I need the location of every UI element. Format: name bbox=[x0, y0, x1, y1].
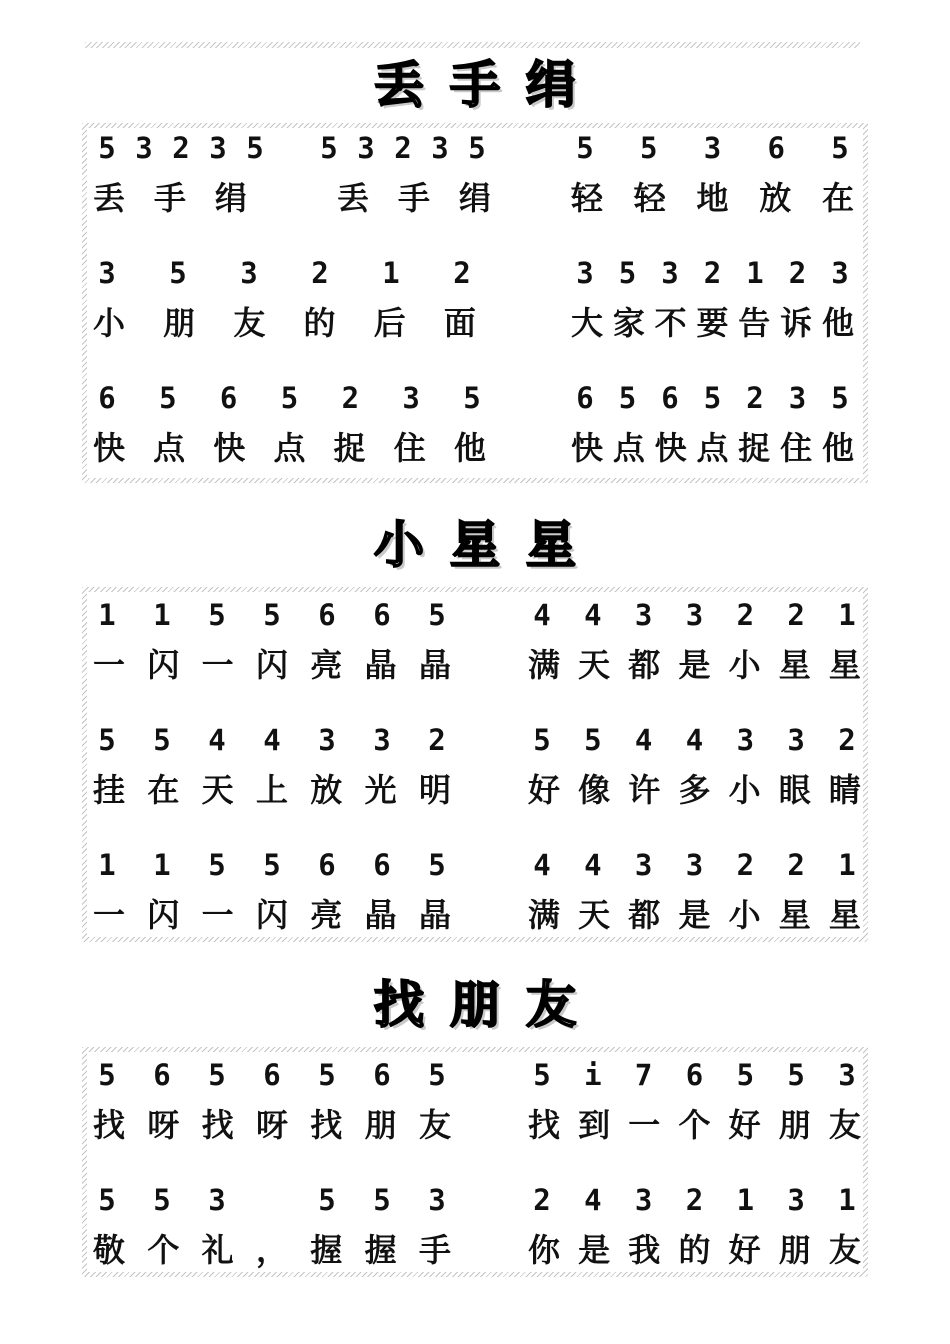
note: 1 bbox=[838, 598, 856, 632]
lyric-char: 放 bbox=[759, 179, 792, 217]
lyric-char: 好 bbox=[728, 1106, 761, 1144]
note: 3 bbox=[208, 1183, 226, 1217]
lyric-char: 星 bbox=[828, 896, 861, 934]
note-line bbox=[527, 845, 862, 885]
note: 3 bbox=[634, 1183, 653, 1217]
note: 6 bbox=[98, 381, 116, 415]
song-title: 找朋友 bbox=[374, 976, 602, 1034]
lyric-char: 要 bbox=[696, 304, 729, 342]
note: 5 bbox=[208, 598, 226, 632]
lyric-char: 眼 bbox=[778, 771, 811, 809]
lyric-char: 快 bbox=[570, 429, 603, 467]
note: 4 bbox=[208, 723, 226, 757]
lyric-char: ， bbox=[255, 1231, 288, 1269]
note: 2 bbox=[787, 598, 805, 632]
lyric-char: 告 bbox=[738, 304, 771, 342]
lyric-char: 一 bbox=[92, 896, 125, 934]
lyric-char: 星 bbox=[778, 646, 811, 684]
note: 5 bbox=[263, 598, 281, 632]
lyric-char: 一 bbox=[92, 646, 125, 684]
lyric-char: 好 bbox=[728, 1231, 761, 1269]
note: 1 bbox=[838, 1183, 856, 1217]
lyric-line bbox=[92, 764, 452, 812]
note: 5 bbox=[468, 131, 486, 165]
note: 6 bbox=[373, 1058, 391, 1092]
note: 5 bbox=[246, 131, 264, 165]
note: 1 bbox=[736, 1183, 755, 1217]
lyric-char: 面 bbox=[443, 304, 476, 342]
note bbox=[277, 131, 307, 165]
note-line bbox=[92, 845, 452, 885]
note: 5 bbox=[428, 598, 446, 632]
lyric-char: 多 bbox=[678, 771, 711, 809]
note: 2 bbox=[703, 256, 722, 290]
lyric-char: 捉 bbox=[333, 429, 366, 467]
note: 4 bbox=[533, 598, 551, 632]
note: 6 bbox=[576, 381, 594, 415]
phrase-left bbox=[92, 1055, 452, 1147]
note: 5 bbox=[618, 381, 637, 415]
note: 5 bbox=[169, 256, 187, 290]
note: 5 bbox=[736, 1058, 755, 1092]
note-line bbox=[527, 720, 862, 760]
lyric-char: 不 bbox=[654, 304, 687, 342]
note: 1 bbox=[98, 848, 116, 882]
note: 3 bbox=[576, 256, 594, 290]
note: 3 bbox=[838, 1058, 856, 1092]
lyric-char: 友 bbox=[828, 1106, 861, 1144]
note: 4 bbox=[584, 1183, 602, 1217]
lyric-line bbox=[527, 1099, 862, 1147]
note-line bbox=[570, 128, 855, 168]
lyric-char: 放 bbox=[310, 771, 343, 809]
lyric-char: 住 bbox=[393, 429, 426, 467]
lyric-char: 一 bbox=[628, 1106, 661, 1144]
note: 3 bbox=[788, 381, 807, 415]
note: 3 bbox=[685, 598, 704, 632]
score-row bbox=[82, 595, 868, 695]
note: 5 bbox=[318, 1058, 336, 1092]
note: 3 bbox=[318, 723, 336, 757]
note: 3 bbox=[373, 723, 391, 757]
lyric-char: 好 bbox=[527, 771, 560, 809]
lyric-char: 都 bbox=[628, 646, 661, 684]
lyric-char: 许 bbox=[628, 771, 661, 809]
note: 3 bbox=[787, 1183, 805, 1217]
lyric-char: 敬 bbox=[92, 1231, 125, 1269]
note: 3 bbox=[209, 131, 227, 165]
note: 2 bbox=[311, 256, 329, 290]
note: 2 bbox=[788, 256, 807, 290]
note: 3 bbox=[431, 131, 449, 165]
note: 1 bbox=[746, 256, 764, 290]
lyric-char: 丢 bbox=[336, 179, 369, 217]
lyric-char: 光 bbox=[364, 771, 397, 809]
note: 6 bbox=[219, 381, 238, 415]
note bbox=[257, 1183, 287, 1217]
note: 5 bbox=[831, 131, 849, 165]
phrase-left bbox=[92, 1180, 452, 1272]
note: 6 bbox=[767, 131, 785, 165]
lyric-char: 点 bbox=[612, 429, 645, 467]
lyric-char: 呀 bbox=[147, 1106, 180, 1144]
note: i bbox=[584, 1058, 602, 1092]
note: 2 bbox=[453, 256, 471, 290]
lyric-char: 绢 bbox=[214, 179, 247, 217]
lyric-char: 闪 bbox=[147, 646, 180, 684]
lyric-char: 在 bbox=[821, 179, 854, 217]
lyric-char: 快 bbox=[654, 429, 687, 467]
lyric-char: 手 bbox=[418, 1231, 451, 1269]
note: 1 bbox=[98, 598, 116, 632]
note: 2 bbox=[428, 723, 446, 757]
lyric-char: 天 bbox=[578, 646, 611, 684]
lyric-char: 朋 bbox=[778, 1106, 811, 1144]
lyric-line bbox=[92, 639, 452, 687]
note: 5 bbox=[584, 723, 602, 757]
phrase-left bbox=[92, 378, 487, 470]
note: 3 bbox=[661, 256, 679, 290]
lyric-char: 星 bbox=[828, 646, 861, 684]
lyric-char: 闪 bbox=[147, 896, 180, 934]
note-line bbox=[570, 378, 855, 418]
phrase-right bbox=[527, 1180, 862, 1272]
lyric-char: 握 bbox=[310, 1231, 343, 1269]
lyric-char: 握 bbox=[364, 1231, 397, 1269]
lyric-char: 的 bbox=[678, 1231, 711, 1269]
lyric-line bbox=[570, 297, 855, 345]
lyric-char: 朋 bbox=[364, 1106, 397, 1144]
lyric-char: 住 bbox=[780, 429, 813, 467]
score-row bbox=[82, 378, 868, 478]
note: 3 bbox=[703, 131, 722, 165]
note-line bbox=[92, 1055, 452, 1095]
lyric-char: 手 bbox=[397, 179, 430, 217]
lyric-line bbox=[570, 422, 855, 470]
lyric-char: 满 bbox=[527, 646, 560, 684]
note: 5 bbox=[98, 723, 116, 757]
phrase-left bbox=[92, 845, 452, 937]
lyric-char: 一 bbox=[201, 896, 234, 934]
phrase-left bbox=[92, 253, 477, 345]
note: 4 bbox=[263, 723, 281, 757]
note: 5 bbox=[263, 848, 281, 882]
note: 5 bbox=[463, 381, 481, 415]
lyric-char: 亮 bbox=[310, 896, 343, 934]
lyric-char: 手 bbox=[153, 179, 186, 217]
note-line bbox=[92, 595, 452, 635]
lyric-char: 个 bbox=[147, 1231, 180, 1269]
lyric-line bbox=[92, 1224, 452, 1272]
note: 2 bbox=[736, 848, 755, 882]
lyric-line bbox=[570, 172, 855, 220]
lyric-char: 亮 bbox=[310, 646, 343, 684]
note-line bbox=[570, 253, 855, 293]
note: 5 bbox=[703, 381, 722, 415]
top-divider bbox=[85, 42, 860, 48]
note: 5 bbox=[208, 1058, 226, 1092]
lyric-line bbox=[527, 639, 862, 687]
note: 5 bbox=[576, 131, 594, 165]
note: 6 bbox=[661, 381, 679, 415]
lyric-char: 闪 bbox=[255, 896, 288, 934]
lyric-char: 丢 bbox=[92, 179, 125, 217]
note: 6 bbox=[263, 1058, 281, 1092]
note: 2 bbox=[838, 723, 856, 757]
lyric-char: 找 bbox=[92, 1106, 125, 1144]
note: 2 bbox=[787, 848, 805, 882]
lyric-char: 快 bbox=[92, 429, 125, 467]
lyric-char: 小 bbox=[92, 304, 125, 342]
lyric-char: 找 bbox=[310, 1106, 343, 1144]
lyric-char: 点 bbox=[153, 429, 186, 467]
lyric-line bbox=[92, 422, 487, 470]
note: 3 bbox=[831, 256, 849, 290]
phrase-left bbox=[92, 720, 452, 812]
lyric-char: 闪 bbox=[255, 646, 288, 684]
lyric-char: 朋 bbox=[163, 304, 196, 342]
note: 1 bbox=[382, 256, 400, 290]
lyric-char: 是 bbox=[678, 896, 711, 934]
lyric-char: 晶 bbox=[364, 646, 397, 684]
lyric-char: 他 bbox=[821, 429, 854, 467]
note: 2 bbox=[533, 1183, 551, 1217]
lyric-char: 小 bbox=[728, 646, 761, 684]
lyric-char: 上 bbox=[255, 771, 288, 809]
lyric-char: 家 bbox=[612, 304, 645, 342]
lyric-char: 他 bbox=[453, 429, 486, 467]
note: 2 bbox=[685, 1183, 704, 1217]
lyric-line bbox=[92, 297, 477, 345]
phrase-right bbox=[570, 253, 855, 345]
lyric-char: 睛 bbox=[828, 771, 861, 809]
song-title: 丢手绢 bbox=[374, 56, 602, 114]
lyric-char: 你 bbox=[527, 1231, 560, 1269]
phrase-right bbox=[570, 378, 855, 470]
score-row bbox=[82, 1180, 868, 1280]
lyric-char: 晶 bbox=[418, 896, 451, 934]
note: 2 bbox=[341, 381, 360, 415]
lyric-line bbox=[527, 764, 862, 812]
note: 2 bbox=[746, 381, 764, 415]
note: 5 bbox=[831, 381, 849, 415]
lyric-char: 满 bbox=[527, 896, 560, 934]
lyric-char: 天 bbox=[201, 771, 234, 809]
lyric-line bbox=[92, 889, 452, 937]
lyric-line bbox=[92, 172, 492, 220]
note: 3 bbox=[402, 381, 420, 415]
note: 5 bbox=[533, 723, 551, 757]
lyric-char: 我 bbox=[628, 1231, 661, 1269]
note-line bbox=[92, 1180, 452, 1220]
lyric-char: 一 bbox=[201, 646, 234, 684]
lyric-char: 挂 bbox=[92, 771, 125, 809]
note: 5 bbox=[98, 1058, 116, 1092]
note: 2 bbox=[736, 598, 755, 632]
note: 5 bbox=[318, 1183, 336, 1217]
phrase-right bbox=[527, 595, 862, 687]
lyric-char: 在 bbox=[147, 771, 180, 809]
note: 3 bbox=[634, 598, 653, 632]
lyric-char: 小 bbox=[728, 771, 761, 809]
note: 5 bbox=[640, 131, 658, 165]
score-row bbox=[82, 845, 868, 945]
score-row bbox=[82, 1055, 868, 1155]
lyric-char: 绢 bbox=[458, 179, 491, 217]
lyric-char: 友 bbox=[828, 1231, 861, 1269]
note: 2 bbox=[394, 131, 412, 165]
note: 6 bbox=[373, 848, 391, 882]
score-row bbox=[82, 720, 868, 820]
note: 3 bbox=[135, 131, 153, 165]
note-line bbox=[527, 1055, 862, 1095]
note: 5 bbox=[533, 1058, 551, 1092]
note: 5 bbox=[428, 848, 446, 882]
lyric-char: 诉 bbox=[780, 304, 813, 342]
note: 5 bbox=[280, 381, 299, 415]
note: 4 bbox=[634, 723, 653, 757]
note: 5 bbox=[153, 723, 171, 757]
note: 7 bbox=[634, 1058, 653, 1092]
note: 5 bbox=[98, 131, 116, 165]
lyric-char: 星 bbox=[778, 896, 811, 934]
note: 5 bbox=[159, 381, 177, 415]
score-row bbox=[82, 253, 868, 353]
note: 6 bbox=[373, 598, 391, 632]
lyric-char: 快 bbox=[213, 429, 246, 467]
lyric-char: 大 bbox=[570, 304, 603, 342]
score-row bbox=[82, 128, 868, 228]
note: 3 bbox=[787, 723, 805, 757]
note: 6 bbox=[318, 598, 336, 632]
note: 5 bbox=[618, 256, 637, 290]
song-title: 小星星 bbox=[374, 516, 602, 574]
note: 6 bbox=[153, 1058, 171, 1092]
lyric-char: 小 bbox=[728, 896, 761, 934]
phrase-right bbox=[527, 845, 862, 937]
lyric-char: 是 bbox=[678, 646, 711, 684]
lyric-char: 礼 bbox=[201, 1231, 234, 1269]
lyric-char: 呀 bbox=[255, 1106, 288, 1144]
note: 5 bbox=[98, 1183, 116, 1217]
note: 3 bbox=[634, 848, 653, 882]
lyric-char: 天 bbox=[578, 896, 611, 934]
note: 3 bbox=[98, 256, 116, 290]
phrase-right bbox=[527, 720, 862, 812]
lyric-char: 后 bbox=[373, 304, 406, 342]
note: 1 bbox=[838, 848, 856, 882]
lyric-char: 找 bbox=[201, 1106, 234, 1144]
note-line bbox=[92, 720, 452, 760]
note-line bbox=[92, 253, 477, 293]
lyric-char: 点 bbox=[696, 429, 729, 467]
lyric-char: 捉 bbox=[738, 429, 771, 467]
lyric-line bbox=[92, 1099, 452, 1147]
phrase-right bbox=[527, 1055, 862, 1147]
lyric-char: 是 bbox=[578, 1231, 611, 1269]
note-line bbox=[92, 378, 487, 418]
note: 4 bbox=[685, 723, 704, 757]
note: 3 bbox=[736, 723, 755, 757]
note: 1 bbox=[153, 848, 171, 882]
lyric-char: 晶 bbox=[364, 896, 397, 934]
lyric-line bbox=[527, 1224, 862, 1272]
phrase-left bbox=[92, 595, 452, 687]
lyric-char: 朋 bbox=[778, 1231, 811, 1269]
note: 5 bbox=[787, 1058, 805, 1092]
lyric-char: 友 bbox=[418, 1106, 451, 1144]
note: 3 bbox=[685, 848, 704, 882]
lyric-char: 的 bbox=[303, 304, 336, 342]
lyric-char bbox=[275, 177, 309, 215]
note-line bbox=[92, 128, 492, 168]
lyric-char: 友 bbox=[233, 304, 266, 342]
note: 5 bbox=[320, 131, 338, 165]
lyric-char: 找 bbox=[527, 1106, 560, 1144]
lyric-char: 个 bbox=[678, 1106, 711, 1144]
lyric-char: 晶 bbox=[418, 646, 451, 684]
lyric-char: 像 bbox=[578, 771, 611, 809]
lyric-char: 轻 bbox=[633, 179, 666, 217]
note: 6 bbox=[318, 848, 336, 882]
note: 5 bbox=[428, 1058, 446, 1092]
note: 5 bbox=[153, 1183, 171, 1217]
lyric-char: 地 bbox=[696, 179, 729, 217]
phrase-left bbox=[92, 128, 492, 220]
note: 3 bbox=[240, 256, 258, 290]
note: 6 bbox=[685, 1058, 704, 1092]
phrase-right bbox=[570, 128, 855, 220]
note: 5 bbox=[373, 1183, 391, 1217]
lyric-char: 到 bbox=[578, 1106, 611, 1144]
note: 3 bbox=[357, 131, 375, 165]
note: 4 bbox=[584, 598, 602, 632]
lyric-line bbox=[527, 889, 862, 937]
note-line bbox=[527, 595, 862, 635]
note: 2 bbox=[172, 131, 190, 165]
note: 4 bbox=[584, 848, 602, 882]
lyric-char: 点 bbox=[273, 429, 306, 467]
note: 5 bbox=[208, 848, 226, 882]
lyric-char: 轻 bbox=[570, 179, 603, 217]
lyric-char: 都 bbox=[628, 896, 661, 934]
note-line bbox=[527, 1180, 862, 1220]
note: 1 bbox=[153, 598, 171, 632]
lyric-char: 明 bbox=[418, 771, 451, 809]
note: 3 bbox=[428, 1183, 446, 1217]
lyric-char: 他 bbox=[821, 304, 854, 342]
note: 4 bbox=[533, 848, 551, 882]
